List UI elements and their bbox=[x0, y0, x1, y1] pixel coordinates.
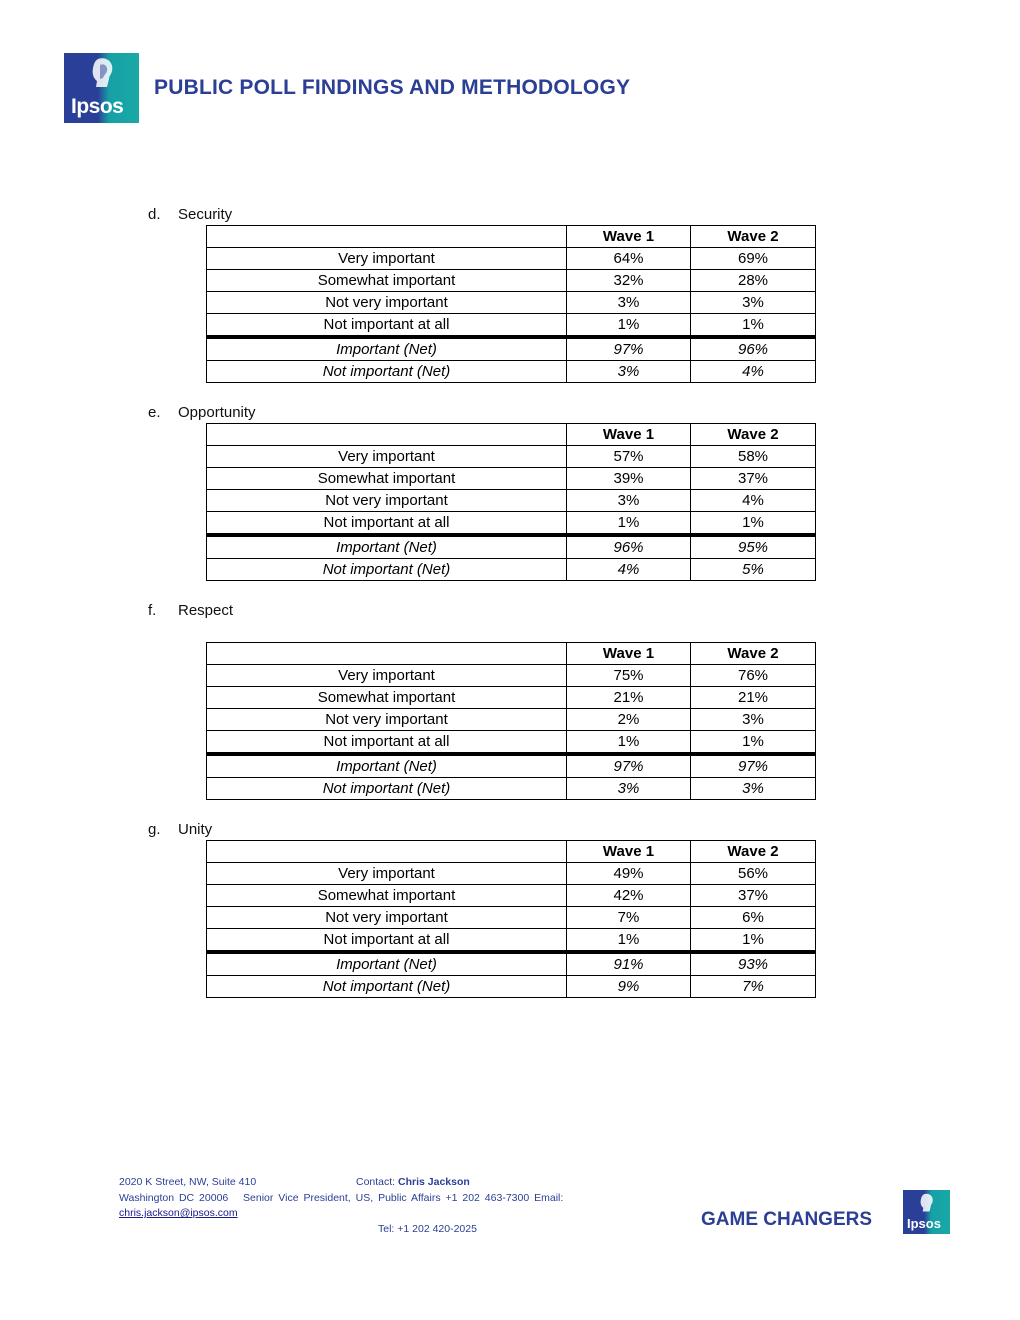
table-cell: 3% bbox=[567, 778, 691, 800]
logo-wordmark: Ipsos bbox=[907, 1216, 941, 1231]
section-letter: e. bbox=[148, 404, 161, 421]
table-cell: Not very important bbox=[207, 709, 567, 731]
table-cell: Very important bbox=[207, 446, 567, 468]
section-letter: d. bbox=[148, 206, 161, 223]
table-cell: 75% bbox=[567, 665, 691, 687]
table-cell: 28% bbox=[691, 270, 816, 292]
table-cell: Not important (Net) bbox=[207, 361, 567, 383]
table-cell: 1% bbox=[567, 512, 691, 536]
table-cell: 1% bbox=[691, 314, 816, 338]
table-cell bbox=[207, 643, 567, 665]
table-cell: Important (Net) bbox=[207, 535, 567, 559]
table-header-row bbox=[207, 226, 816, 248]
table-unity bbox=[206, 840, 816, 998]
table-cell: Wave 2 bbox=[691, 424, 816, 446]
table-net-row bbox=[207, 952, 816, 976]
table-cell: 4% bbox=[691, 490, 816, 512]
table-cell bbox=[207, 841, 567, 863]
table-net-row bbox=[207, 559, 816, 581]
table-cell: Not important (Net) bbox=[207, 559, 567, 581]
profile-head-icon bbox=[920, 1193, 934, 1214]
section-letter: g. bbox=[148, 821, 161, 838]
table-cell: 1% bbox=[691, 512, 816, 536]
table-cell: Wave 1 bbox=[567, 226, 691, 248]
section-label-unity bbox=[148, 821, 212, 838]
table-cell: 6% bbox=[691, 907, 816, 929]
table-cell: Somewhat important bbox=[207, 468, 567, 490]
table-cell: Important (Net) bbox=[207, 952, 567, 976]
table-cell: Wave 1 bbox=[567, 424, 691, 446]
table-cell: 9% bbox=[567, 976, 691, 998]
table-cell: 37% bbox=[691, 885, 816, 907]
section-label-security bbox=[148, 206, 232, 223]
table-cell: 3% bbox=[691, 292, 816, 314]
table-cell: 3% bbox=[567, 292, 691, 314]
table-row bbox=[207, 270, 816, 292]
table-cell: Not very important bbox=[207, 490, 567, 512]
table-row bbox=[207, 687, 816, 709]
table-row bbox=[207, 929, 816, 953]
table-cell: 5% bbox=[691, 559, 816, 581]
table-cell: 39% bbox=[567, 468, 691, 490]
table-cell: Not important at all bbox=[207, 314, 567, 338]
profile-head-icon bbox=[92, 57, 114, 91]
footer-tagline: GAME CHANGERS bbox=[701, 1209, 873, 1230]
table-cell: 69% bbox=[691, 248, 816, 270]
ipsos-logo bbox=[64, 53, 139, 123]
table-opportunity bbox=[206, 423, 816, 581]
table-row bbox=[207, 863, 816, 885]
footer-text: Chris Jackson bbox=[398, 1176, 470, 1188]
table-cell: 1% bbox=[567, 314, 691, 338]
section-letter: f. bbox=[148, 602, 157, 619]
table-cell: Somewhat important bbox=[207, 885, 567, 907]
table-cell: 3% bbox=[691, 709, 816, 731]
table-net-row bbox=[207, 976, 816, 998]
table-net-row bbox=[207, 754, 816, 778]
table-cell: Not important (Net) bbox=[207, 976, 567, 998]
table-cell: 37% bbox=[691, 468, 816, 490]
table-cell: Wave 1 bbox=[567, 841, 691, 863]
table-cell: 76% bbox=[691, 665, 816, 687]
table-cell: Very important bbox=[207, 863, 567, 885]
table-cell: 58% bbox=[691, 446, 816, 468]
table-cell: 3% bbox=[691, 778, 816, 800]
section-title: Respect bbox=[178, 602, 234, 619]
table-cell: 42% bbox=[567, 885, 691, 907]
table-header-row bbox=[207, 424, 816, 446]
table-cell: Important (Net) bbox=[207, 754, 567, 778]
footer-tel: Tel: +1 202 420-2025 bbox=[378, 1223, 477, 1235]
table-row bbox=[207, 512, 816, 536]
table-row bbox=[207, 490, 816, 512]
ipsos-logo-footer bbox=[903, 1190, 950, 1234]
table-cell bbox=[207, 424, 567, 446]
table-cell: 93% bbox=[691, 952, 816, 976]
table-cell: Very important bbox=[207, 665, 567, 687]
table-header-row bbox=[207, 841, 816, 863]
table-cell: 1% bbox=[567, 731, 691, 755]
table-cell: Not important at all bbox=[207, 512, 567, 536]
section-title: Unity bbox=[178, 821, 213, 838]
table-cell: Somewhat important bbox=[207, 270, 567, 292]
table-cell: 49% bbox=[567, 863, 691, 885]
table-header-row bbox=[207, 643, 816, 665]
table-cell: Somewhat important bbox=[207, 687, 567, 709]
footer-text: Washington DC 20006 bbox=[119, 1192, 229, 1204]
table-row bbox=[207, 292, 816, 314]
table-cell: 95% bbox=[691, 535, 816, 559]
email-link[interactable]: chris.jackson@ipsos.com bbox=[119, 1207, 238, 1219]
table-cell: 96% bbox=[567, 535, 691, 559]
table-row bbox=[207, 709, 816, 731]
table-cell: Wave 2 bbox=[691, 841, 816, 863]
table-cell: 64% bbox=[567, 248, 691, 270]
footer-contact bbox=[356, 1176, 470, 1188]
table-cell: Not important at all bbox=[207, 731, 567, 755]
section-title: Opportunity bbox=[178, 404, 256, 421]
table-cell: 97% bbox=[691, 754, 816, 778]
table-row bbox=[207, 468, 816, 490]
table-row bbox=[207, 907, 816, 929]
table-cell: Very important bbox=[207, 248, 567, 270]
footer-address-line2 bbox=[119, 1192, 563, 1204]
table-row bbox=[207, 446, 816, 468]
table-cell: 1% bbox=[691, 929, 816, 953]
table-cell: 96% bbox=[691, 337, 816, 361]
table-cell: 97% bbox=[567, 337, 691, 361]
table-cell: 7% bbox=[567, 907, 691, 929]
section-title: Security bbox=[178, 206, 233, 223]
table-cell: 7% bbox=[691, 976, 816, 998]
footer-email bbox=[119, 1207, 238, 1219]
table-cell: Wave 2 bbox=[691, 643, 816, 665]
table-net-row bbox=[207, 778, 816, 800]
table-cell: 1% bbox=[567, 929, 691, 953]
table-net-row bbox=[207, 535, 816, 559]
table-cell: Important (Net) bbox=[207, 337, 567, 361]
table-net-row bbox=[207, 337, 816, 361]
table-cell: 3% bbox=[567, 361, 691, 383]
table-cell: 57% bbox=[567, 446, 691, 468]
table-row bbox=[207, 885, 816, 907]
footer-text: Contact: bbox=[356, 1176, 396, 1188]
table-cell: 91% bbox=[567, 952, 691, 976]
table-row bbox=[207, 731, 816, 755]
footer-text: Senior Vice President, US, Public Affairs +1 202 463-7300 Email: bbox=[243, 1192, 564, 1204]
table-row bbox=[207, 665, 816, 687]
table-respect bbox=[206, 642, 816, 800]
table-cell: Wave 2 bbox=[691, 226, 816, 248]
table-cell: Not important at all bbox=[207, 929, 567, 953]
table-row bbox=[207, 314, 816, 338]
page-title: PUBLIC POLL FINDINGS AND METHODOLOGY bbox=[154, 76, 631, 99]
table-net-row bbox=[207, 361, 816, 383]
table-cell: 2% bbox=[567, 709, 691, 731]
table-cell: 3% bbox=[567, 490, 691, 512]
table-security bbox=[206, 225, 816, 383]
table-cell: Not very important bbox=[207, 292, 567, 314]
table-cell: 97% bbox=[567, 754, 691, 778]
section-label-respect bbox=[148, 602, 233, 619]
table-row bbox=[207, 248, 816, 270]
table-cell: 4% bbox=[567, 559, 691, 581]
table-cell: 32% bbox=[567, 270, 691, 292]
table-cell: 21% bbox=[567, 687, 691, 709]
table-cell: Not very important bbox=[207, 907, 567, 929]
table-cell: Not important (Net) bbox=[207, 778, 567, 800]
logo-wordmark: Ipsos bbox=[71, 95, 124, 118]
table-cell: 21% bbox=[691, 687, 816, 709]
table-cell: Wave 1 bbox=[567, 643, 691, 665]
table-cell bbox=[207, 226, 567, 248]
table-cell: 1% bbox=[691, 731, 816, 755]
table-cell: 4% bbox=[691, 361, 816, 383]
table-cell: 56% bbox=[691, 863, 816, 885]
section-label-opportunity bbox=[148, 404, 256, 421]
footer-address-line1: 2020 K Street, NW, Suite 410 bbox=[119, 1176, 257, 1188]
